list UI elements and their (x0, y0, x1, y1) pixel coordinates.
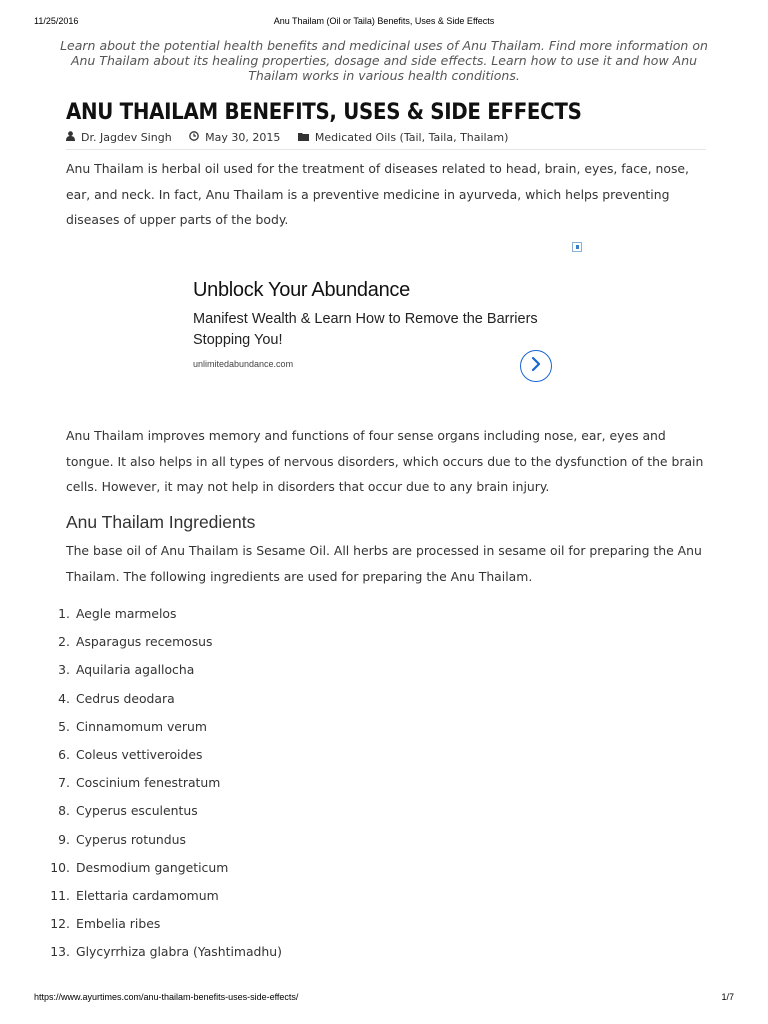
ingredient-item (30, 938, 430, 966)
article-title: ANU THAILAM BENEFITS, USES & SIDE EFFECTS (66, 100, 582, 125)
meta-date-text: May 30, 2015 (205, 131, 281, 144)
ingredient-name: Cyperus rotundus (76, 831, 186, 847)
intro-paragraph: Anu Thailam is herbal oil used for the treatment of diseases related to head, brain, eyes, face, nose, ear, and neck. In fact, Anu Thailam is a preventive medicine in ayurveda, which helps preventing diseases of upper parts of the body. (66, 161, 689, 227)
category-link[interactable]: Medicated Oils (Tail, Taila, Thailam) (314, 131, 509, 144)
ingredient-number: 5. (58, 718, 70, 734)
ingredients-heading: Anu Thailam Ingredients (66, 512, 256, 532)
chevron-right-icon (530, 356, 542, 376)
ingredient-number: 9. (58, 831, 70, 847)
meta-author[interactable] (66, 131, 172, 144)
ingredient-name: Glycyrrhiza glabra (Yashtimadhu) (76, 944, 282, 960)
print-page-title: Anu Thailam (Oil or Taila) Benefits, Uses & Side Effects (273, 16, 495, 26)
ingredient-number: 4. (58, 690, 70, 706)
ingredient-number: 11. (50, 887, 70, 903)
ingredient-name: Coleus vettiveroides (76, 746, 203, 762)
ingredient-item (30, 713, 430, 741)
meta-date (189, 131, 280, 144)
ingredient-name: Aegle marmelos (76, 606, 177, 621)
ingredient-number: 13. (50, 944, 70, 960)
author-link[interactable]: Dr. Jagdev Singh (81, 131, 172, 144)
ingredient-name: Cinnamomum verum (76, 718, 207, 734)
article-summary: Learn about the potential health benefits and medicinal uses of Anu Thailam. Find more information on Anu Thailam about its healing properties, dosage and side effects. Learn how to use it and how Anu Thailam works in various health conditions. (60, 38, 708, 83)
ingredient-item (30, 741, 430, 769)
ingredient-item (30, 628, 430, 656)
ingredient-item (30, 600, 430, 628)
meta-category[interactable] (298, 131, 508, 144)
ingredients-list (30, 600, 430, 966)
ingredient-number: 1. (58, 606, 70, 621)
print-date: 11/25/2016 (34, 16, 79, 26)
ingredient-name: Embelia ribes (76, 916, 161, 932)
clock-icon (189, 131, 199, 144)
ingredient-name: Aquilaria agallocha (76, 662, 195, 678)
ingredient-item (30, 769, 430, 797)
ingredient-number: 3. (58, 662, 70, 678)
ingredient-number: 12. (50, 916, 70, 932)
adchoices-icon[interactable] (572, 242, 582, 252)
ingredient-name: Elettaria cardamomum (76, 887, 219, 903)
ad-description: Manifest Wealth & Learn How to Remove the Barriers Stopping You! (193, 311, 538, 348)
print-header (34, 16, 734, 30)
ingredient-item (30, 854, 430, 882)
ad-headline[interactable]: Unblock Your Abundance (193, 279, 410, 301)
ingredient-number: 7. (58, 775, 70, 791)
folder-icon (298, 131, 309, 144)
ingredient-item (30, 656, 430, 684)
article-meta (66, 131, 706, 150)
ad-url[interactable]: unlimitedabundance.com (193, 359, 294, 369)
print-page-number: 1/7 (721, 992, 734, 1002)
ingredient-name: Cyperus esculentus (76, 803, 198, 819)
ingredient-number: 8. (58, 803, 70, 819)
ingredient-name: Cedrus deodara (76, 690, 175, 706)
paragraph-2: Anu Thailam improves memory and functions of four sense organs including nose, ear, eyes and tongue. It also helps in all types of nervous disorders, which occurs due to the dysfunction of the brain cells. However, it may not help in disorders that occur due to any brain injury. (66, 428, 704, 494)
ingredient-name: Coscinium fenestratum (76, 775, 221, 791)
ingredient-name: Desmodium gangeticum (76, 859, 229, 875)
advertisement[interactable] (186, 242, 582, 392)
ingredients-intro: The base oil of Anu Thailam is Sesame Oil. All herbs are processed in sesame oil for preparing the Anu Thailam. The following ingredients are used for preparing the Anu Thailam. (66, 543, 702, 584)
ingredient-item (30, 685, 430, 713)
ingredient-number: 6. (58, 746, 70, 762)
ingredient-item (30, 882, 430, 910)
print-footer (34, 992, 734, 1006)
ingredient-item (30, 910, 430, 938)
ingredient-name: Asparagus recemosus (76, 634, 213, 650)
ingredient-item (30, 797, 430, 825)
user-icon (66, 131, 75, 144)
ingredient-item (30, 826, 430, 854)
ingredient-number: 2. (58, 634, 70, 650)
ingredient-number: 10. (50, 859, 70, 875)
print-url: https://www.ayurtimes.com/anu-thailam-benefits-uses-side-effects/ (34, 992, 299, 1002)
ad-arrow-button[interactable] (520, 350, 552, 382)
